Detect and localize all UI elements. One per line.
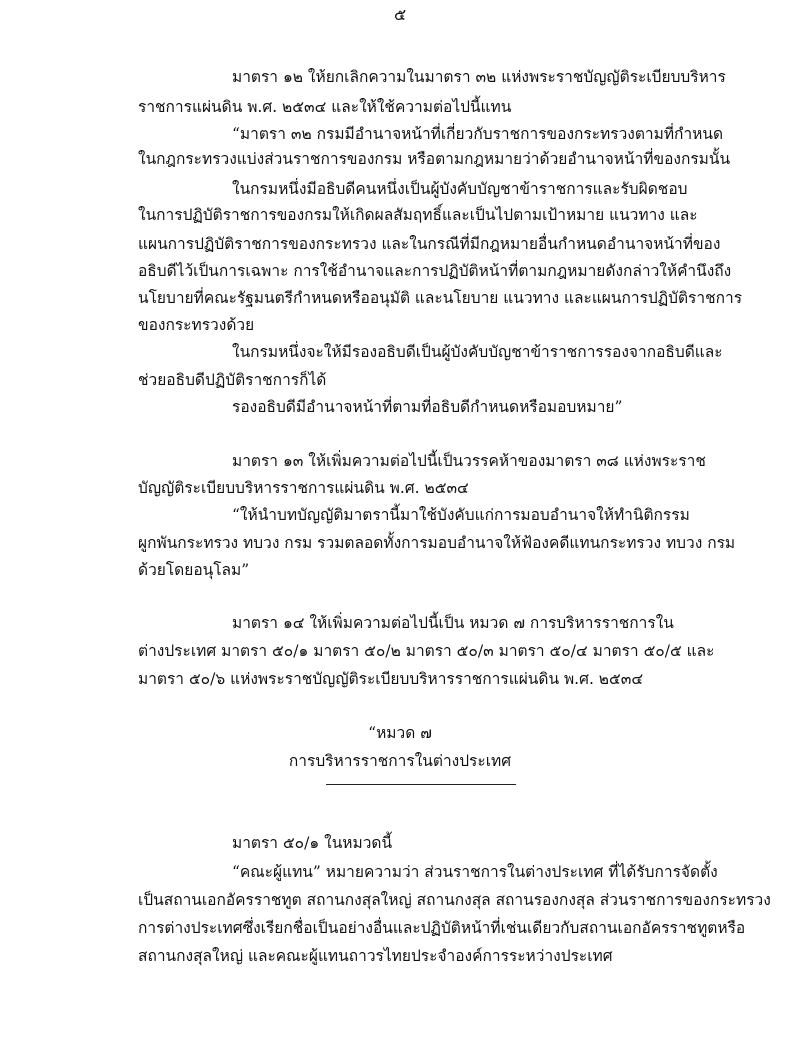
definition-line-2: เป็นสถานเอกอัครราชทูต สถานกงสุลใหญ่ สถานกงสุล สถานรองกงสุล ส่วนราชการของกระทรวง	[138, 891, 771, 909]
section-13-quote-line-3: ด้วยโดยอนุโลม”	[138, 561, 250, 579]
section-32-quote-line-1: “มาตรา ๓๒ กรมมีอำนาจหน้าที่เกี่ยวกับราชการของกระทรวงตามที่กำหนด	[232, 125, 724, 143]
chapter-number: “หมวด ๗	[368, 724, 432, 742]
section-14-line-3: มาตรา ๕๐/๖ แห่งพระราชบัญญัติระเบียบบริหารราชการแผ่นดิน พ.ศ. ๒๕๓๔	[138, 670, 644, 688]
section-32-para2-line-2: ในการปฏิบัติราชการของกรมให้เกิดผลสัมฤทธิ์และเป็นไปตามเป้าหมาย แนวทาง และ	[138, 206, 698, 224]
section-32-para2-line-1: ในกรมหนึ่งมีอธิบดีคนหนึ่งเป็นผู้บังคับบัญชาข้าราชการและรับผิดชอบ	[232, 180, 688, 198]
section-32-para2-line-6: ของกระทรวงด้วย	[138, 316, 255, 334]
section-32-para2-line-4: อธิบดีไว้เป็นการเฉพาะ การใช้อำนาจและการปฏิบัติหน้าที่ตามกฎหมายดังกล่าวให้คำนึงถึง	[138, 262, 732, 280]
section-13-line-1: มาตรา ๑๓ ให้เพิ่มความต่อไปนี้เป็นวรรคห้าของมาตรา ๓๘ แห่งพระราช	[232, 452, 706, 470]
section-14-line-1: มาตรา ๑๔ ให้เพิ่มความต่อไปนี้เป็น หมวด ๗ การบริหารราชการใน	[232, 614, 674, 632]
section-13-line-2: บัญญัติระเบียบบริหารราชการแผ่นดิน พ.ศ. ๒๕๓๔	[138, 479, 469, 497]
section-12-line-1: มาตรา ๑๒ ให้ยกเลิกความในมาตรา ๓๒ แห่งพระราชบัญญัติระเบียบบริหาร	[232, 68, 726, 86]
section-32-quote-line-2: ในกฎกระทรวงแบ่งส่วนราชการของกรม หรือตามกฎหมายว่าด้วยอำนาจหน้าที่ของกรมนั้น	[138, 150, 731, 168]
section-32-para3-line-2: ช่วยอธิบดีปฏิบัติราชการก็ได้	[138, 371, 327, 389]
section-50-1-heading: มาตรา ๕๐/๑ ในหมวดนี้	[232, 834, 393, 852]
section-32-para2-line-5: นโยบายที่คณะรัฐมนตรีกำหนดหรืออนุมัติ และนโยบาย แนวทาง และแผนการปฏิบัติราชการ	[138, 289, 743, 307]
definition-line-1: “คณะผู้แทน” หมายความว่า ส่วนราชการในต่างประเทศ ที่ได้รับการจัดตั้ง	[232, 863, 718, 881]
section-12-line-2: ราชการแผ่นดิน พ.ศ. ๒๕๓๔ และให้ใช้ความต่อไปนี้แทน	[138, 98, 512, 116]
definition-line-3: การต่างประเทศซึ่งเรียกชื่อเป็นอย่างอื่นและปฏิบัติหน้าที่เช่นเดียวกับสถานเอกอัครราชทูตหรือ	[138, 919, 746, 937]
section-13-quote-line-2: ผูกพันกระทรวง ทบวง กรม รวมตลอดทั้งการมอบอำนาจให้ฟ้องคดีแทนกระทรวง ทบวง กรม	[138, 534, 736, 552]
chapter-title: การบริหารราชการในต่างประเทศ	[288, 752, 512, 770]
definition-line-4: สถานกงสุลใหญ่ และคณะผู้แทนถาวรไทยประจำองค์การระหว่างประเทศ	[138, 947, 613, 965]
section-32-para2-line-3: แผนการปฏิบัติราชการของกระทรวง และในกรณีที่มีกฎหมายอื่นกำหนดอำนาจหน้าที่ของ	[138, 235, 721, 253]
section-32-para3-line-1: ในกรมหนึ่งจะให้มีรองอธิบดีเป็นผู้บังคับบัญชาข้าราชการรองจากอธิบดีและ	[232, 343, 723, 361]
section-14-line-2: ต่างประเทศ มาตรา ๕๐/๑ มาตรา ๕๐/๒ มาตรา ๕๐/๓ มาตรา ๕๐/๔ มาตรา ๕๐/๕ และ	[138, 642, 715, 660]
page-number: ๕	[394, 5, 407, 24]
section-13-quote-line-1: “ให้นำบทบัญญัติมาตรานี้มาใช้บังคับแก่การมอบอำนาจให้ทำนิติกรรม	[232, 506, 690, 524]
section-32-para4-line-1: รองอธิบดีมีอำนาจหน้าที่ตามที่อธิบดีกำหนดหรือมอบหมาย”	[232, 398, 623, 416]
chapter-divider	[326, 784, 516, 785]
